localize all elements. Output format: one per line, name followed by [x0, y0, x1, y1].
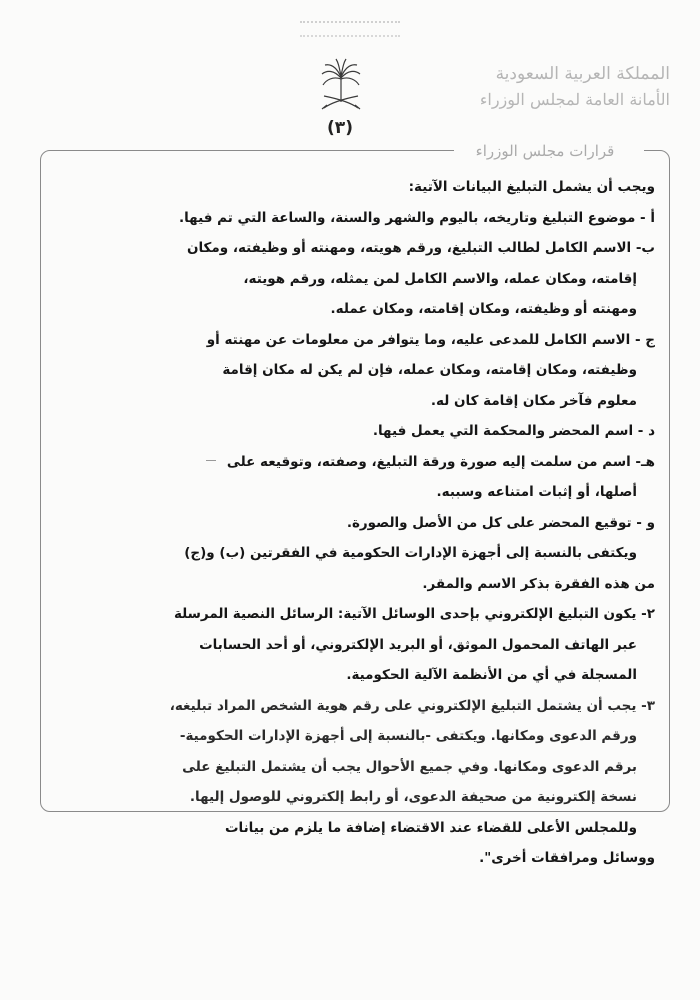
document-body [55, 172, 655, 874]
letterhead-kingdom: المملكة العربية السعودية [495, 64, 670, 84]
frame-title: قرارات مجلس الوزراء [475, 142, 615, 160]
body-line-c: ج - الاسم الكامل للمدعى عليه، وما يتوافر من معلومات عن مهنته أو [206, 331, 655, 348]
body-line-item3-cont1: ورقم الدعوى ومكانها. ويكتفى -بالنسبة إلى أجهزة الإدارات الحكومية- [179, 728, 637, 744]
letterhead [430, 62, 670, 112]
body-line-item2-cont2: المسجلة في أي من الأنظمة الآلية الحكومية. [346, 667, 637, 683]
body-line-b-cont2: ومهنته أو وظيفته، ومكان إقامته، ومكان عمله. [330, 301, 637, 317]
body-line-council: وللمجلس الأعلى للقضاء عند الاقتضاء إضافة ما يلزم من بيانات [224, 819, 637, 836]
frame-title-block [450, 143, 640, 159]
top-faint-stamp [295, 14, 405, 40]
body-line-b-cont1: إقامته، ومكان عمله، والاسم الكامل لمن يمثله، ورقم هويته، [243, 270, 637, 287]
body-line-item3-cont3: نسخة إلكترونية من صحيفة الدعوى، أو رابط إلكتروني للوصول إليها. [189, 789, 637, 805]
scan-artifact [206, 460, 216, 465]
faint-stamp-mark [300, 21, 400, 37]
body-line-e: هـ- اسم من سلمت إليه صورة ورقة التبليغ، وصفته، وتوقيعه على [226, 453, 655, 470]
body-line-intro: ويجب أن يشمل التبليغ البيانات الآتية: [408, 179, 655, 195]
page-number: (٣) [327, 118, 353, 138]
body-line-f: و - توقيع المحضر على كل من الأصل والصورة. [346, 514, 655, 531]
body-line-a: أ - موضوع التبليغ وتاريخه، باليوم والشهر والسنة، والساعة التي تم فيها. [178, 209, 655, 226]
body-line-item3: ٣- يجب أن يشتمل التبليغ الإلكتروني على رقم هوية الشخص المراد تبليغه، [169, 697, 655, 714]
letterhead-secretariat: الأمانة العامة لمجلس الوزراء [479, 90, 670, 109]
body-line-note-cont: من هذه الفقرة بذكر الاسم والمقر. [422, 575, 655, 592]
body-line-note: ويكتفى بالنسبة إلى أجهزة الإدارات الحكومية في الفقرتين (ب) و(ج) [184, 545, 637, 561]
body-line-e-cont: أصلها، أو إثبات امتناعه وسببه. [436, 484, 637, 500]
palm-swords-emblem-icon [318, 58, 364, 116]
body-line-c-cont2: معلوم فآخر مكان إقامة كان له. [430, 392, 637, 409]
body-line-council-cont: ووسائل ومرافقات أخرى". [479, 850, 655, 866]
body-line-c-cont1: وظيفته، ومكان إقامته، ومكان عمله، فإن لم يكن له مكان إقامة [222, 362, 637, 378]
body-line-b: ب- الاسم الكامل لطالب التبليغ، ورقم هويته، ومهنته أو وظيفته، ومكان [186, 240, 655, 256]
body-line-d: د - اسم المحضر والمحكمة التي يعمل فيها. [372, 423, 655, 439]
body-line-item2-cont1: عبر الهاتف المحمول الموثق، أو البريد الإلكتروني، أو أحد الحسابات [199, 636, 637, 653]
body-line-item3-cont2: برقم الدعوى ومكانها. وفي جميع الأحوال يجب أن يشتمل التبليغ على [182, 758, 637, 775]
body-line-item2: ٢- يكون التبليغ الإلكتروني بإحدى الوسائل الآتية: الرسائل النصية المرسلة [173, 606, 655, 622]
